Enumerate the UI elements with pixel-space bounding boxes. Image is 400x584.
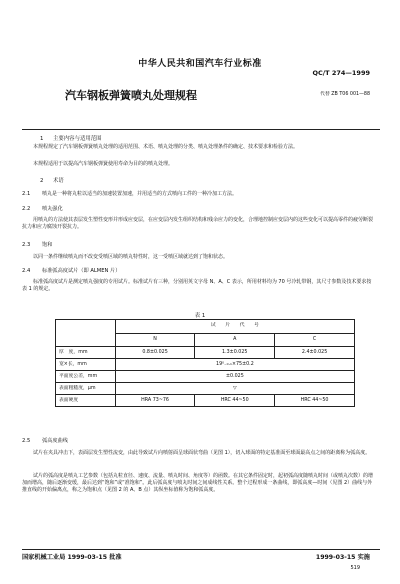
clause-2-1 xyxy=(22,191,380,198)
row-label: 平面度公差，mm xyxy=(56,371,116,383)
table-row xyxy=(56,371,355,383)
page-number: 519 xyxy=(350,565,360,571)
table-cell: HRA 73~76 xyxy=(115,395,195,407)
table-cell: 2.4±0.025 xyxy=(275,347,355,359)
clause-text: 喷丸是一种将丸粒以适当的加速装置加速，并用适当的方式喷向工件的一种冷加工方法。 xyxy=(42,191,238,197)
clause-2-4-heading xyxy=(22,267,120,274)
header-divider xyxy=(22,129,380,130)
roughness-symbol: ▽ xyxy=(115,383,354,395)
section-1-heading xyxy=(40,134,102,142)
table-header: 试 片 代 号 xyxy=(115,320,354,334)
clause-2-5-paragraph-2: 试片的弧高度是喷丸工艺参数（包括丸粒直径、速度、流量、喷丸时间、角度等）的函数。在其它条件固定时，起初弧高度随喷丸时间（或喷丸次数）的增加而增高，随后逐渐变缓，最后达到“饱和”或“准饱和”。此后弧高度与喷丸时间之间成线性关系。整个过程形成一条曲线，即弧高度—时间（见图 2）曲线与外推直线的开始偏离点，称之为饱和点（见图 2 的 A、B 点）其纵坐标值称为饱和弧高度。 xyxy=(22,473,374,494)
table-cell: 0.8±0.025 xyxy=(115,347,195,359)
clause-number: 2.2 xyxy=(22,206,31,212)
clause-2-4-text: 标准弧高度试片是测定喷丸强度的专用试片。标准试片有三种，分别用英文字母 N、A、C 表示，所用材料均为 70 号冷轧带钢，其尺寸参数及技术要求按表 1 的规定。 xyxy=(22,279,372,293)
clause-2-3-text: 以同一条件继续喷丸而不改变受喷区域的喷丸特性时，这一受喷区域就达到了饱和状态。 xyxy=(33,254,229,260)
footer-divider xyxy=(22,549,380,550)
clause-title: 饱和 xyxy=(42,242,53,248)
table-row xyxy=(56,359,355,371)
section-1-paragraph-2: 本规程适用于以提高汽车钢板弹簧使用寿命为目的的喷丸处理。 xyxy=(33,161,174,167)
row-label: 厚 度，mm xyxy=(56,347,116,359)
column-header-c: C xyxy=(275,333,355,347)
clause-number: 2.5 xyxy=(22,438,31,444)
implementation-date: 1999-03-15 实施 xyxy=(315,554,370,561)
clause-title: 喷丸强化 xyxy=(42,206,63,212)
table-cell: HRC 44~50 xyxy=(275,395,355,407)
section-title: 术语 xyxy=(53,178,64,184)
table-cell: HRC 44~50 xyxy=(195,395,275,407)
row-label: 表面粗糙度，μm xyxy=(56,383,116,395)
clause-2-2-heading xyxy=(22,205,63,212)
clause-2-2-text: 用喷丸的方法使其表层发生塑性变形并形成应变层，在应变层内发生组织结构和残余应力的变化，合理地控制应变层内的这些变化可以提高零件的疲劳断裂抗力和应力腐蚀开裂抗力。 xyxy=(22,217,374,231)
table-cell: 1.3±0.025 xyxy=(195,347,275,359)
clause-title: 弧高度曲线 xyxy=(42,438,68,444)
clause-2-5-paragraph-1: 试片在夹具冲击下，表面层发生塑性流变，由此导致试片向喷射面呈球面状弯曲（见图 1），切入球面的特定基准面至球面最高点之间的距离称为弧高度。 xyxy=(33,450,371,456)
specimen-table xyxy=(55,319,355,407)
table-cell: ±0.025 xyxy=(115,371,354,383)
row-label: 表面硬度 xyxy=(56,395,116,407)
table-row xyxy=(56,395,355,407)
table-corner-cell xyxy=(56,320,116,347)
document-title: 汽车钢板弹簧喷丸处理规程 xyxy=(65,89,197,102)
clause-number: 2.3 xyxy=(22,242,31,248)
section-1-paragraph-1: 本规程规定了汽车钢板弹簧喷丸处理的适用范围、术语、喷丸处理的分类、喷丸处理条件的确定、技术要求和检验方法。 xyxy=(33,144,299,150)
section-title: 主要内容与适用范围 xyxy=(53,136,102,142)
table-cell: 19⁰₋₀.₁×75±0.2 xyxy=(115,359,354,371)
table-row xyxy=(56,347,355,359)
table-header-row xyxy=(56,320,355,334)
standard-code: QC/T 274—1999 xyxy=(312,69,370,77)
section-number: 2 xyxy=(40,178,44,184)
table-row xyxy=(56,383,355,395)
column-header-n: N xyxy=(115,333,195,347)
section-2-heading xyxy=(40,176,64,184)
standard-title: 中华人民共和国汽车行业标准 xyxy=(138,59,262,69)
clause-number: 2.1 xyxy=(22,191,31,197)
approval-note: 国家机械工业局 1999-03-15 批准 xyxy=(22,554,122,561)
clause-number: 2.4 xyxy=(22,268,31,274)
row-label: 宽×长，mm xyxy=(56,359,116,371)
clause-title: 标准弧高度试片（即 ALMEN 片） xyxy=(42,268,121,274)
table-caption: 表 1 xyxy=(194,313,206,319)
replaces-code: 代替 ZB T06 001—88 xyxy=(320,92,370,97)
clause-2-5-heading xyxy=(22,437,68,444)
section-number: 1 xyxy=(40,136,44,142)
clause-2-3-heading xyxy=(22,241,52,248)
column-header-a: A xyxy=(195,333,275,347)
